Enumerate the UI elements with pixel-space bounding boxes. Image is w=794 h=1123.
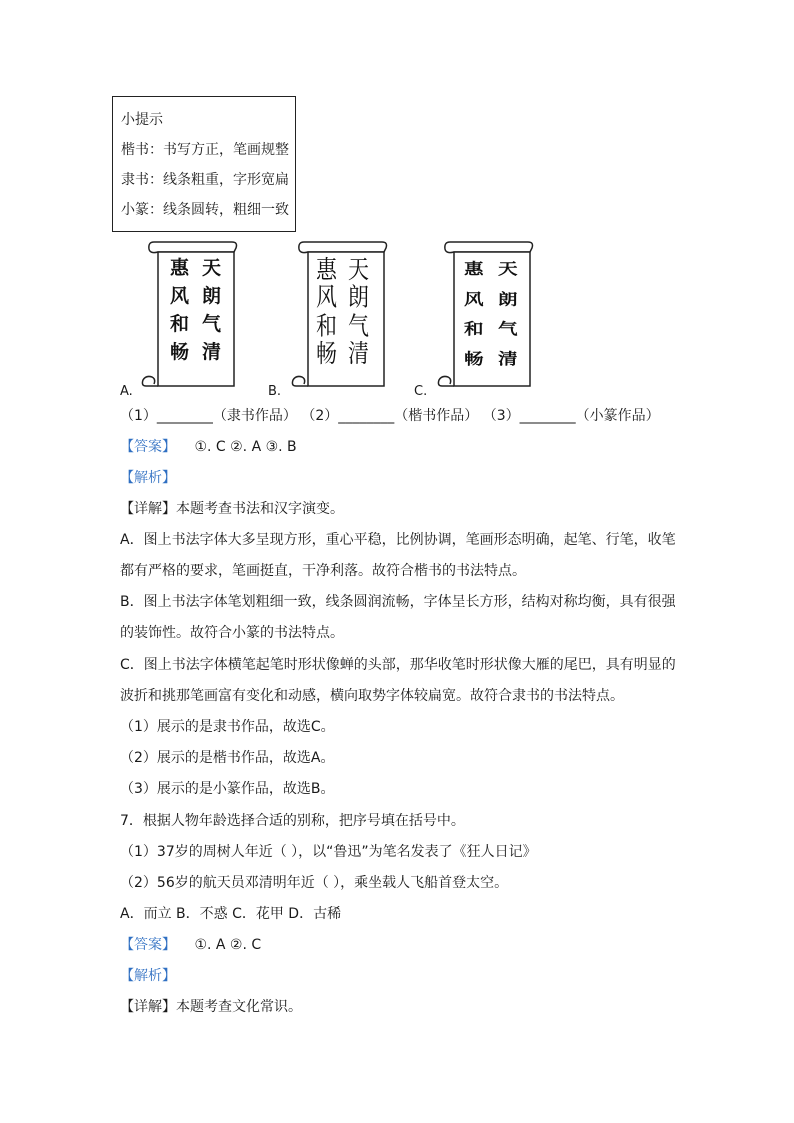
- scroll-b-char: 风: [316, 282, 337, 313]
- analysis-para-a-line2: 都有严格的要求，笔画挺直，干净利落。故符合楷书的书法特点。: [120, 563, 526, 579]
- analysis-para-b-line1: B．图上书法字体笔划粗细一致，线条圆润流畅，字体呈长方形，结构对称均衡，具有很强: [120, 594, 676, 610]
- option-c-label: C.: [414, 384, 428, 399]
- question7-item2: （2）56岁的航天员邓清明年近（ ），乘坐载人飞船首登太空。: [120, 875, 509, 891]
- scroll-c-char: 气: [498, 321, 518, 339]
- scroll-b-char: 畅: [316, 339, 337, 369]
- scroll-a-char: 和: [170, 313, 190, 335]
- scroll-a-char: 惠: [170, 257, 190, 279]
- calligraphy-scroll-b: [290, 236, 390, 394]
- scroll-a-char: 天: [202, 257, 222, 279]
- scroll-c-char: 畅: [464, 350, 484, 369]
- answer6-row: [120, 437, 297, 457]
- analysis-detail: 【详解】本题考查书法和汉字演变。: [120, 501, 344, 517]
- scroll-b-char: 惠: [316, 255, 337, 285]
- question6-blanks: （1）________（隶书作品） （2）________（楷书作品） （3）________（小篆作品）: [120, 408, 660, 424]
- answer-label: 【答案】: [120, 937, 176, 953]
- analysis-para-a-line1: A．图上书法字体大多呈现方形，重心平稳，比例协调，笔画形态明确，起笔、行笔，收笔: [120, 532, 676, 548]
- scroll-c-char: 和: [464, 321, 484, 339]
- scroll-a-char: 清: [202, 341, 222, 363]
- scroll-b-char: 清: [348, 339, 369, 369]
- calligraphy-scroll-a: [140, 236, 240, 394]
- tip-box: [112, 96, 296, 232]
- tip-line-lishu: 隶书：线条粗重，字形宽扁: [121, 172, 289, 188]
- scroll-a-char: 畅: [170, 341, 190, 363]
- answer7-row: [120, 935, 261, 955]
- scroll-b-char: 气: [348, 311, 369, 341]
- analysis-label: 【解析】: [120, 470, 176, 486]
- question7-options: A．而立 B．不惑 C．花甲 D．古稀: [120, 906, 342, 922]
- tip-line-xiaozhuan: 小篆：线条圆转，粗细一致: [121, 202, 289, 218]
- scroll-a-char: 朗: [202, 285, 222, 307]
- analysis-conclusion-2: （2）展示的是楷书作品，故选A。: [120, 750, 335, 766]
- scroll-b-char: 和: [316, 311, 337, 341]
- question7-item1: （1）37岁的周树人年近（ ），以“鲁迅”为笔名发表了《狂人日记》: [120, 844, 537, 860]
- scroll-b-char: 天: [348, 255, 369, 285]
- scroll-c-char: 惠: [464, 260, 484, 279]
- question7-stem: 7．根据人物年龄选择合适的别称，把序号填在括号中。: [120, 813, 465, 829]
- scroll-a-char: 风: [170, 285, 190, 307]
- answer-label: 【答案】: [120, 439, 176, 455]
- calligraphy-scroll-c: [436, 236, 536, 394]
- analysis-para-c-line1: C．图上书法字体横笔起笔时形状像蝉的头部，那华收笔时形状像大雁的尾巴，具有明显的: [120, 657, 676, 673]
- scroll-b-char: 朗: [348, 282, 369, 313]
- option-a-label: A.: [120, 384, 133, 399]
- answer-text: ①. C ②. A ③. B: [194, 439, 297, 455]
- scroll-c-char: 朗: [498, 291, 518, 309]
- scroll-c-char: 清: [498, 350, 518, 369]
- analysis-conclusion-3: （3）展示的是小篆作品，故选B。: [120, 781, 335, 797]
- answer-text: ①. A ②. C: [194, 937, 262, 953]
- scroll-a-char: 气: [202, 313, 222, 335]
- tip-line-kaishu: 楷书：书写方正，笔画规整: [121, 142, 289, 158]
- analysis-label: 【解析】: [120, 968, 176, 984]
- scroll-c-char: 天: [498, 260, 518, 279]
- scroll-c-char: 风: [464, 291, 484, 309]
- analysis-detail: 【详解】本题考查文化常识。: [120, 999, 302, 1015]
- option-b-label: B.: [268, 384, 282, 399]
- analysis-para-c-line2: 波折和挑那笔画富有变化和动感，横向取势字体较扁宽。故符合隶书的书法特点。: [120, 688, 624, 704]
- tip-title: 小提示: [121, 112, 163, 128]
- analysis-para-b-line2: 的装饰性。故符合小篆的书法特点。: [120, 625, 344, 641]
- analysis-conclusion-1: （1）展示的是隶书作品，故选C。: [120, 719, 335, 735]
